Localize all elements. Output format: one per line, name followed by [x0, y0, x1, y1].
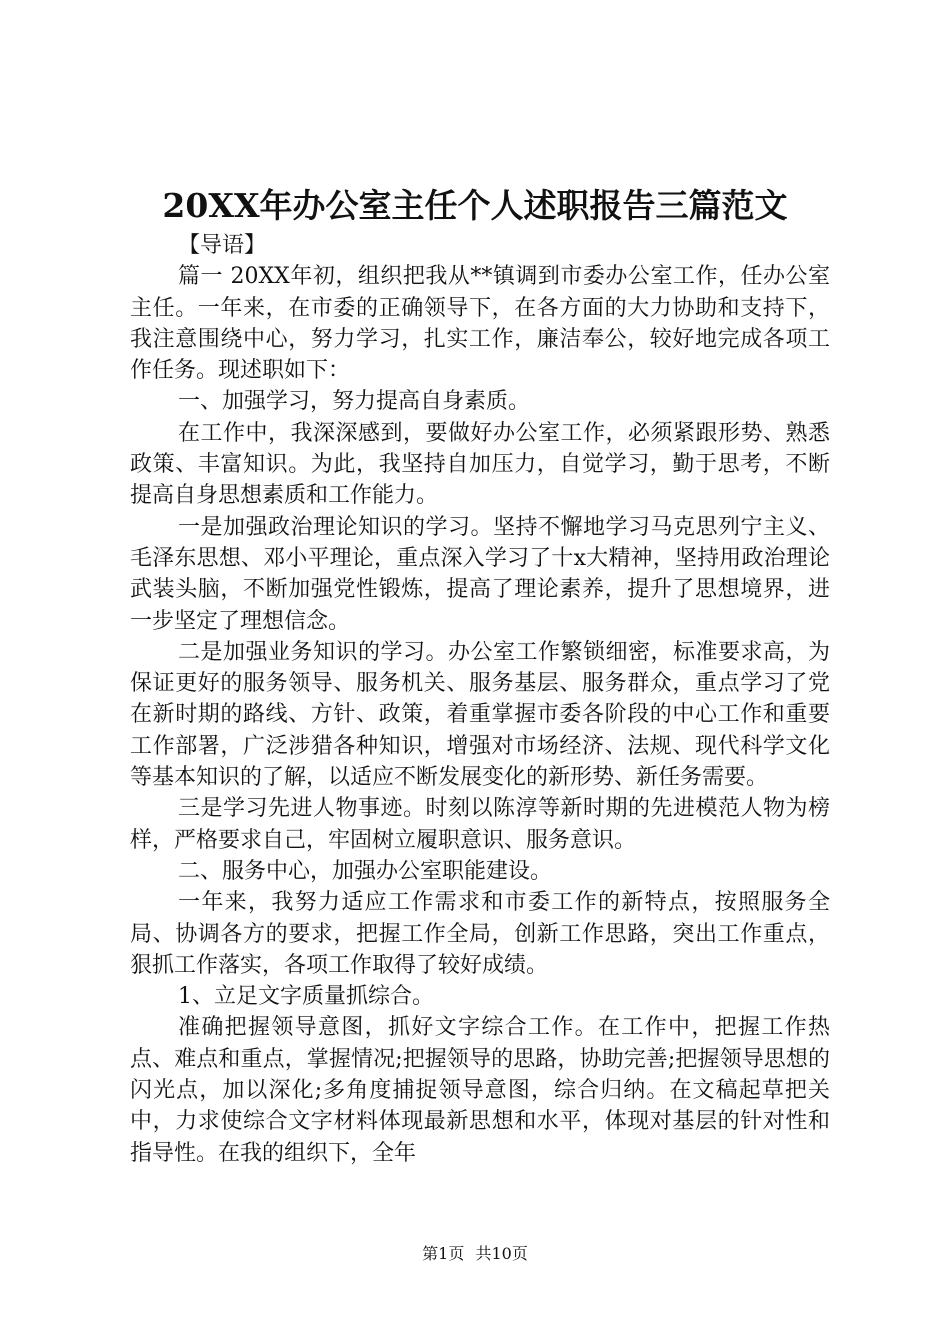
- page-total: 共10页: [475, 1244, 528, 1263]
- paragraph: 在工作中，我深深感到，要做好办公室工作，必须紧跟形势、熟悉政策、丰富知识。为此，我坚持自加压力，自觉学习，勤于思考，不断提高自身思想素质和工作能力。: [130, 420, 830, 509]
- document-title: 20XX年办公室主任个人述职报告三篇范文: [162, 186, 788, 225]
- paragraph: 二是加强业务知识的学习。办公室工作繁锁细密，标准要求高，为保证更好的服务领导、服务机关、服务基层、服务群众，重点学习了党在新时期的路线、方针、政策，着重掌握市委各阶段的中心工作和重要工作部署，广泛涉猎各种知识，增强对市场经济、法规、现代科学文化等基本知识的了解，以适应不断发展变化的新形势、新任务需要。: [130, 639, 830, 791]
- paragraph: 准确把握领导意图，抓好文字综合工作。在工作中，把握工作热点、难点和重点，掌握情况;把握领导的思路，协助完善;把握领导思想的闪光点，加以深化;多角度捕捉领导意图，综合归纳。在文稿起草把关中，力求使综合文字材料体现最新思想和水平，体现对基层的针对性和指导性。在我的组织下，全年: [130, 1015, 830, 1166]
- paragraph: 三是学习先进人物事迹。时刻以陈淳等新时期的先进模范人物为榜样，严格要求自己，牢固树立履职意识、服务意识。: [130, 796, 830, 853]
- page-number: 第1页: [422, 1244, 465, 1263]
- document-body: [130, 230, 830, 1169]
- paragraph-intro-label: 【导语】: [178, 233, 267, 258]
- subsection-heading: 1、立足文字质量抓综合。: [178, 984, 434, 1010]
- section-heading: 一、加强学习，努力提高自身素质。: [178, 389, 531, 415]
- paragraph: 篇一 20XX年初，组织把我从**镇调到市委办公室工作，任办公室主任。一年来，在市委的正确领导下，在各方面的大力协助和支持下，我注意围绕中心，努力学习，扎实工作，廉洁奉公，较好地完成各项工作任务。现述职如下：: [130, 264, 830, 384]
- paragraph: 一年来，我努力适应工作需求和市委工作的新特点，按照服务全局、协调各方的要求，把握工作全局，创新工作思路，突出工作重点，狠抓工作落实，各项工作取得了较好成绩。: [130, 890, 830, 978]
- page-footer: [0, 1243, 950, 1265]
- paragraph: 一是加强政治理论知识的学习。坚持不懈地学习马克思列宁主义、毛泽东思想、邓小平理论，重点深入学习了十x大精神，坚持用政治理论武装头脑，不断加强党性锻炼，提高了理论素养，提升了思想境界，进一步坚定了理想信念。: [130, 514, 830, 634]
- section-heading: 二、服务中心，加强办公室职能建设。: [178, 858, 553, 884]
